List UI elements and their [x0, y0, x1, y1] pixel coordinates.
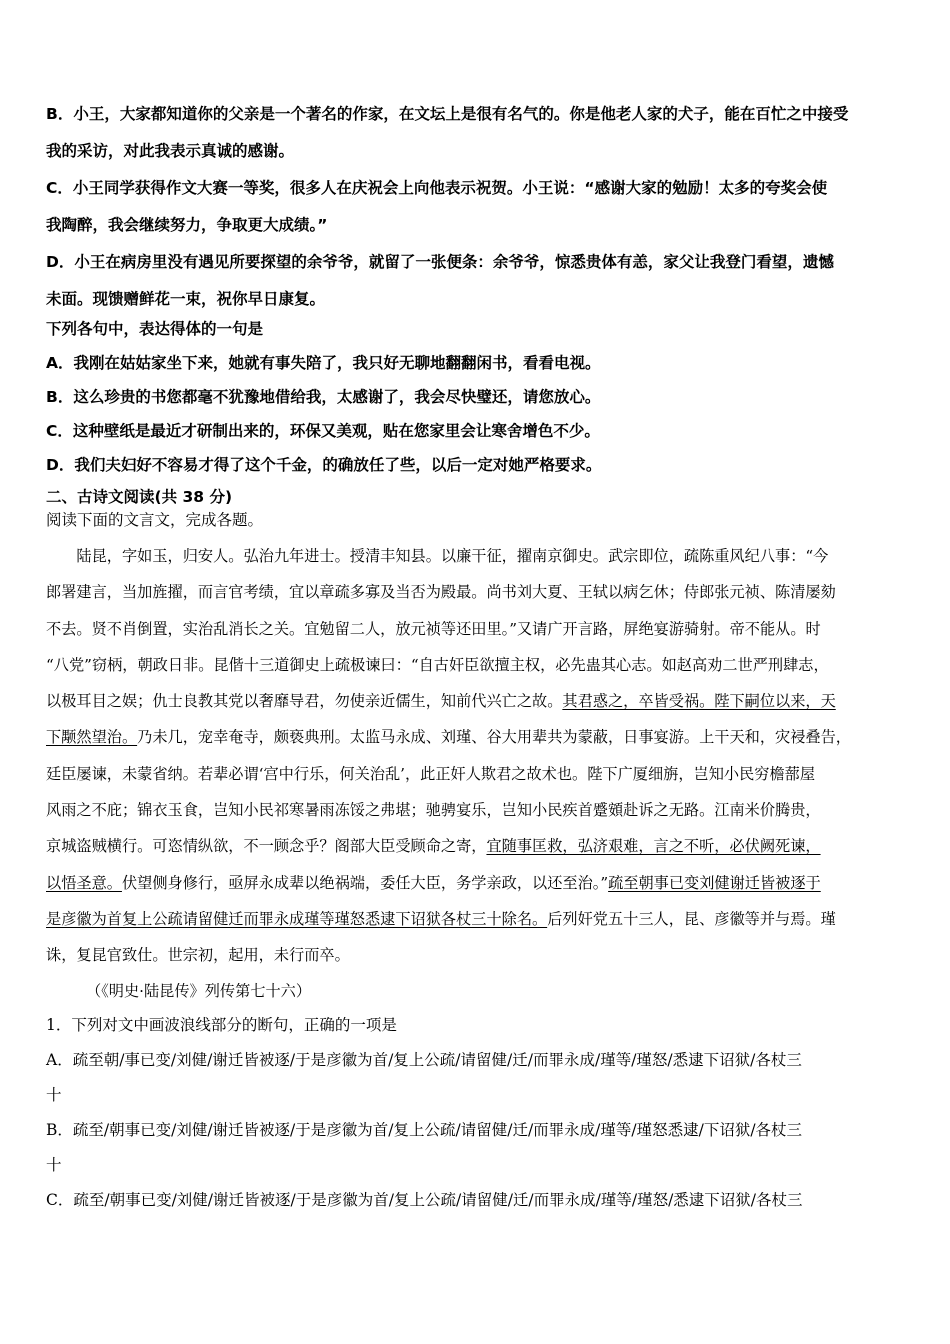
prev-question-options	[46, 96, 908, 318]
wavy-underline-text: 下颙然望治。	[46, 728, 138, 747]
passage-text: 京城盗贼横行。可恣情纵欲，不一顾念乎？阁部大臣受顾命之寄，	[46, 837, 487, 856]
passage-line: 不去。贤不肖倒置，实治乱消长之关。宜勉留二人，放元祯等还田里。”又请广开言路，屏绝宴游骑射。帝不能从。时	[46, 619, 821, 638]
option-b-line1: B．小王，大家都知道你的父亲是一个著名的作家，在文坛上是很有名气的。你是他老人家的犬子，能在百忙之中接受	[46, 105, 849, 123]
passage-text: 后列奸党五十三人，昆、彦徽等并与焉。瑾	[547, 909, 836, 928]
option-b: B．这么珍贵的书您都毫不犹豫地借给我，太感谢了，我会尽快璧还，请您放心。	[46, 388, 601, 406]
option-a: A．我刚在姑姑家坐下来，她就有事失陪了，我只好无聊地翻翻闲书，看看电视。	[46, 354, 601, 372]
q1-option-b-line1: B．疏至/朝事已变/刘健/谢迁皆被逐/于是彦徽为首/复上公疏/请留健/迁/而罪永成/瑾等/瑾怒悉逮/下诏狱/各杖三	[46, 1120, 803, 1139]
question-1	[46, 1008, 908, 1218]
option-c: C．这种壁纸是最近才研制出来的，环保又美观，贴在您家里会让寒舍增色不少。	[46, 422, 600, 440]
q1-stem: 1．下列对文中画波浪线部分的断句，正确的一项是	[46, 1015, 397, 1034]
passage-line: 诛，复昆官致仕。世宗初，起用，未行而卒。	[46, 946, 350, 965]
next-question	[46, 312, 908, 482]
passage-text: 乃未几，宠幸奄寺，颇亵典刑。太监马永成、刘瑾、谷大用辈共为蒙蔽，日事宴游。上干天和，灾祲叠告，	[137, 728, 851, 747]
passage-line: 郎署建言，当加旌擢，而言官考绩，宜以章疏多寡及当否为殿最。尚书刘大夏、王轼以病乞休；侍郎张元祯、陈清屡劾	[46, 583, 836, 602]
passage-line	[46, 865, 908, 901]
q1-option-a-line2: 十	[46, 1085, 62, 1104]
section-instruction: 阅读下面的文言文，完成各题。	[46, 511, 264, 529]
option-d-line1: D．小王在病房里没有遇见所要探望的余爷爷，就留了一张便条：余爷爷，惊悉贵体有恙，家父让我登门看望，遗憾	[46, 253, 834, 271]
wavy-underline-text: 是彦徽为首复上公疏请留健迁而罪永成瑾等瑾怒悉逮下诏狱各杖三十除名。	[46, 909, 548, 928]
option-b-line2: 我的采访，对此我表示真诚的感谢。	[46, 142, 295, 160]
document-page	[46, 96, 908, 1218]
classical-passage	[46, 538, 908, 974]
passage-source: （《明史·陆昆传》列传第七十六）	[86, 981, 312, 1000]
section-title: 二、古诗文阅读(共 38 分)	[46, 488, 233, 506]
option-c-line2: 我陶醉，我会继续努力，争取更大成绩。”	[46, 216, 328, 234]
passage-line: “八党”窃柄，朝政日非。昆偕十三道御史上疏极谏曰：“自古奸臣欲擅主权，必先蛊其心志。如赵高劝二世严刑肆志，	[46, 655, 829, 674]
passage-line: 风雨之不庇；锦衣玉食，岂知小民祁寒暑雨冻馁之弗堪；驰骋宴乐，岂知小民疾首蹙頞赴诉之无路。江南米价腾贵，	[46, 801, 821, 820]
passage-line	[46, 683, 908, 719]
passage-text: 以极耳目之娱；仇士良教其党以奢靡导君，勿使亲近儒生，知前代兴亡之故。	[46, 692, 563, 711]
wavy-underline-text: 其君惑之，卒皆受祸。陛下嗣位以来，天	[562, 692, 836, 711]
q1-option-a-line1: A．疏至朝/事已变/刘健/谢迁皆被逐/于是彦徽为首/复上公疏/请留健/迁/而罪永成/瑾等/瑾怒/悉逮下诏狱/各杖三	[46, 1050, 802, 1069]
passage-line: 陆昆，字如玉，归安人。弘治九年进士。授清丰知县。以廉干征，擢南京御史。武宗即位，疏陈重风纪八事：“今	[46, 547, 829, 565]
option-d-line2: 未面。现馈赠鲜花一束，祝你早日康复。	[46, 290, 326, 308]
wavy-underline-text: 以悟圣意。	[46, 873, 122, 892]
option-c-line1: C．小王同学获得作文大赛一等奖，很多人在庆祝会上向他表示祝贺。小王说：“感谢大家的勉励！太多的夸奖会使	[46, 179, 828, 197]
wavy-underline-text: 疏至朝事已变刘健谢迁皆被逐于	[608, 873, 821, 892]
option-d: D．我们夫妇好不容易才得了这个千金，的确放任了些，以后一定对她严格要求。	[46, 456, 602, 474]
passage-line	[46, 901, 908, 937]
passage-line: 廷臣屡谏，未蒙省纳。若辈必谓‘宫中行乐，何关治乱’，此正奸人欺君之故术也。陛下广厦细旃，岂知小民穷檐蔀屋	[46, 764, 816, 783]
q1-option-b-line2: 十	[46, 1155, 62, 1174]
passage-line	[46, 719, 908, 755]
passage-text: 伏望侧身修行，亟屏永成辈以绝祸端，委任大臣，务学亲政，以还至治。”	[121, 873, 609, 892]
q1-option-c-line1: C．疏至/朝事已变/刘健/谢迁皆被逐/于是彦徽为首/复上公疏/请留健/迁/而罪永成/瑾等/瑾怒/悉逮下诏狱/各杖三	[46, 1190, 803, 1209]
question-stem: 下列各句中，表达得体的一句是	[46, 320, 264, 338]
passage-line	[46, 828, 908, 864]
wavy-underline-text: 宜随事匡救，弘济艰难，言之不听，必伏阙死谏，	[486, 837, 821, 856]
